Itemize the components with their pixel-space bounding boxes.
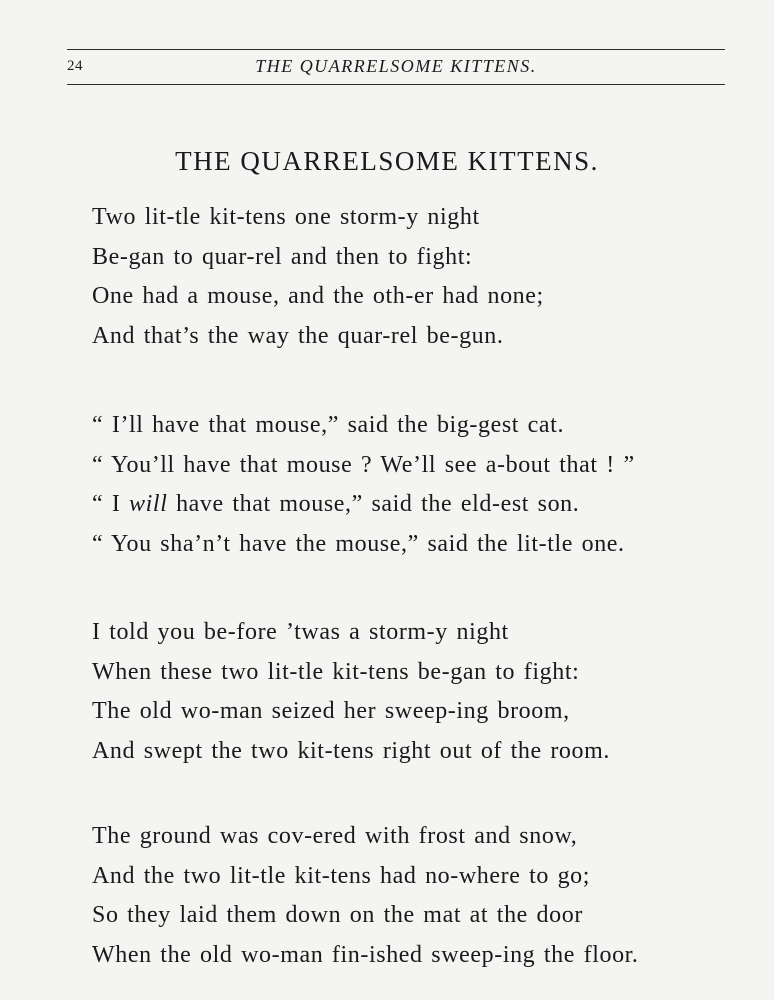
poem-line: When the old wo-man fin-ished sweep-ing the floor. (92, 941, 639, 968)
poem-line: And that’s the way the quar-rel be-gun. (92, 322, 504, 349)
poem-title: THE QUARRELSOME KITTENS. (175, 146, 599, 176)
page-number: 24 (67, 58, 83, 74)
poem-line: Two lit-tle kit-tens one storm-y night (92, 204, 480, 230)
poem-line: So they laid them down on the mat at the door (92, 902, 583, 928)
poem-line-emphasis (92, 485, 752, 525)
poem-line: “ You’ll have that mouse ? We’ll see a-bout that ! ” (92, 451, 635, 478)
stanza-3 (92, 613, 752, 771)
stanza-2 (92, 406, 752, 564)
header-bottom-rule (67, 84, 725, 85)
line-segment: “ I (92, 491, 130, 517)
poem-line: I told you be-fore ’twas a storm-y night (92, 619, 509, 645)
header-top-rule (67, 49, 725, 50)
poem-line: Be-gan to quar-rel and then to fight: (92, 243, 473, 270)
running-title: THE QUARRELSOME KITTENS. (255, 56, 537, 76)
poem-line: The old wo-man seized her sweep-ing broom, (92, 698, 570, 724)
poem-line: The ground was cov-ered with frost and snow, (92, 823, 578, 849)
poem-line: “ You sha’n’t have the mouse,” said the lit-tle one. (92, 530, 625, 557)
poem-line: “ I’ll have that mouse,” said the big-gest cat. (92, 412, 565, 438)
poem-line: When these two lit-tle kit-tens be-gan to fight: (92, 658, 580, 685)
stanza-4 (92, 817, 752, 975)
running-head (67, 56, 725, 80)
poem-line: And swept the two kit-tens right out of the room. (92, 737, 611, 764)
emphasized-word: will (129, 491, 168, 517)
poem-line: One had a mouse, and the oth-er had none; (92, 283, 544, 309)
poem-line: And the two lit-tle kit-tens had no-where to go; (92, 862, 591, 889)
stanza-1 (92, 198, 752, 356)
line-segment: have that mouse,” said the eld-est son. (167, 491, 580, 517)
